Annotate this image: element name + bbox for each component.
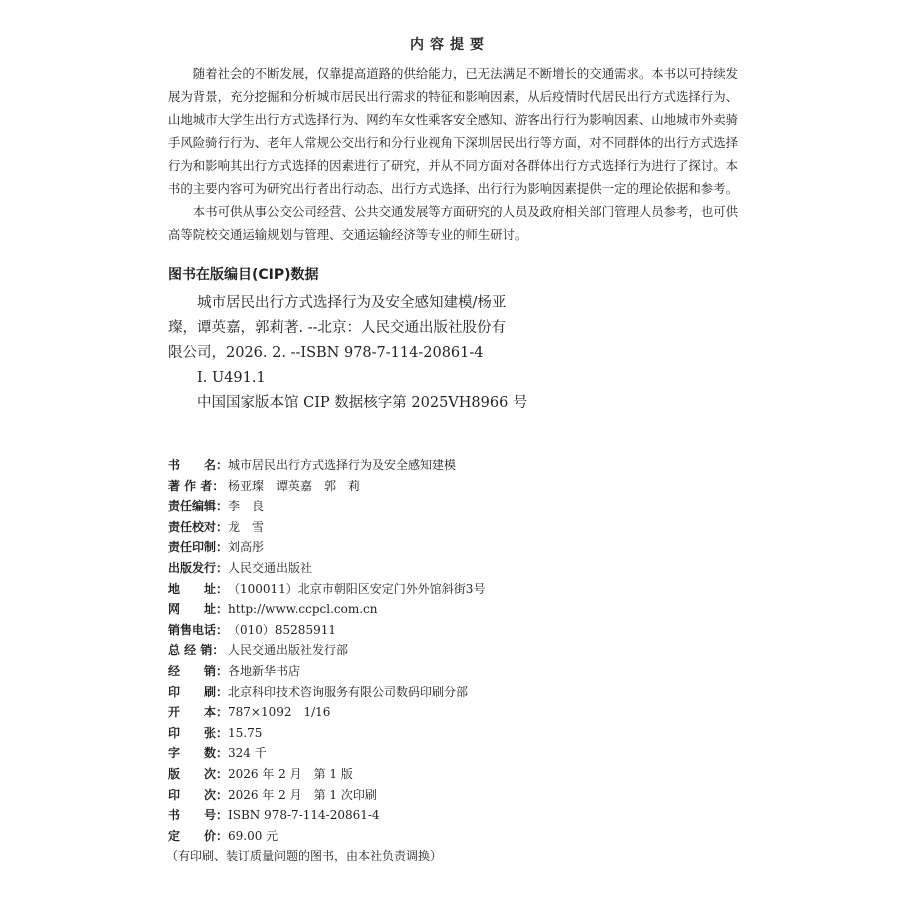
colophon-row [168, 455, 728, 476]
colophon-row [168, 743, 728, 764]
cip-heading: 图书在版编目(CIP)数据 [168, 267, 319, 283]
colophon-label: 总 经 销： [168, 643, 225, 658]
colophon-label: 印 次： [168, 787, 229, 802]
colophon-row [168, 476, 728, 497]
colophon-value: 杨亚璨 谭英嘉 郭 莉 [228, 478, 361, 493]
colophon [168, 455, 728, 867]
colophon-row [168, 785, 728, 806]
colophon-label: 责任印制： [168, 540, 229, 555]
colophon-value: 15.75 [228, 725, 263, 740]
colophon-label: 字 数： [168, 746, 229, 761]
colophon-value: http://www.ccpcl.com.cn [228, 602, 378, 617]
colophon-row [168, 640, 728, 661]
colophon-value: ISBN 978-7-114-20861-4 [228, 808, 380, 823]
colophon-value: 龙 雪 [228, 519, 265, 534]
colophon-value: 城市居民出行方式选择行为及安全感知建模 [228, 458, 457, 472]
colophon-row [168, 826, 728, 847]
summary-paragraph: 本书可供从事公交公司经营、公共交通发展等方面研究的人员及政府相关部门管理人员参考，也可供高等院校交通运输规划与管理、交通运输经济等专业的师生研讨。 [168, 204, 738, 242]
colophon-row [168, 579, 728, 600]
colophon-value: （010）85285911 [228, 622, 336, 637]
colophon-label: 印 张： [168, 725, 229, 740]
colophon-value: 人民交通出版社发行部 [228, 643, 349, 658]
colophon-label: 网 址： [168, 602, 229, 617]
colophon-label: 定 价： [168, 828, 229, 843]
summary-paragraph: 随着社会的不断发展，仅靠提高道路的供给能力，已无法满足不断增长的交通需求。本书以可持续发展为背景，充分挖掘和分析城市居民出行需求的特征和影响因素，从后疫情时代居民出行方式选择行为、山地城市大学生出行方式选择行为、网约车女性乘客安全感知、游客出行行为影响因素、山地城市外卖骑手风险骑行行为、老年人常规公交出行和分行业视角下深圳居民出行等方面，对不同群体的出行方式选择行为和影响其出行方式选择的因素进行了研究，并从不同方面对各群体出行方式选择行为进行了探讨。本书的主要内容可为研究出行者出行动态、出行方式选择、出行行为影响因素提供一定的理论依据和参考。 [168, 66, 738, 196]
colophon-label: 开 本： [168, 705, 229, 720]
quality-notice: （有印刷、装订质量问题的图书，由本社负责调换） [166, 849, 443, 864]
summary-title: 内容提要 [410, 37, 490, 53]
colophon-label: 责任校对： [168, 519, 229, 534]
colophon-row [168, 620, 728, 641]
colophon-label: 责任编辑： [168, 499, 229, 514]
colophon-row [168, 723, 728, 744]
colophon-row [168, 558, 728, 579]
colophon-value: 2026 年 2 月 第 1 版 [228, 766, 353, 781]
colophon-label: 印 刷： [168, 684, 229, 699]
cip-data-number: 中国国家版本馆 CIP 数据核字第 2025VH8966 号 [197, 395, 528, 411]
colophon-value: 李 良 [228, 499, 265, 514]
colophon-label: 经 销： [168, 663, 229, 678]
colophon-label: 销售电话： [168, 622, 229, 637]
colophon-value: 2026 年 2 月 第 1 次印刷 [228, 787, 377, 802]
colophon-value: 324 千 [228, 746, 267, 761]
summary-body [168, 62, 738, 246]
colophon-value: 各地新华书店 [228, 663, 301, 678]
colophon-value: 刘高彤 [228, 540, 265, 555]
colophon-label: 著 作 者： [168, 478, 225, 493]
colophon-label: 版 次： [168, 766, 229, 781]
colophon-value: 69.00 元 [228, 828, 279, 843]
cip-record: 城市居民出行方式选择行为及安全感知建模/杨亚璨，谭英嘉，郭莉著. --北京：人民交通出版社股份有限公司，2026. 2. --ISBN 978-7-114-20861-4 [168, 295, 507, 361]
colophon-value: 北京科印技术咨询服务有限公司数码印刷分部 [228, 684, 469, 699]
colophon-value: （100011）北京市朝阳区安定门外外馆斜街3号 [228, 581, 486, 596]
colophon-label: 书 号： [168, 808, 229, 823]
colophon-row [168, 805, 728, 826]
cip-block [168, 265, 568, 416]
colophon-label: 地 址： [168, 581, 229, 596]
colophon-row [168, 599, 728, 620]
colophon-row [168, 682, 728, 703]
colophon-row [168, 661, 728, 682]
cip-classification: Ⅰ. U491.1 [197, 370, 266, 386]
colophon-row [168, 764, 728, 785]
colophon-row [168, 496, 728, 517]
colophon-row [168, 702, 728, 723]
colophon-row [168, 537, 728, 558]
colophon-value: 787×1092 1/16 [228, 705, 331, 720]
colophon-label: 书 名： [168, 458, 229, 472]
colophon-label: 出版发行： [168, 560, 229, 575]
colophon-value: 人民交通出版社 [228, 560, 313, 575]
colophon-row [168, 517, 728, 538]
